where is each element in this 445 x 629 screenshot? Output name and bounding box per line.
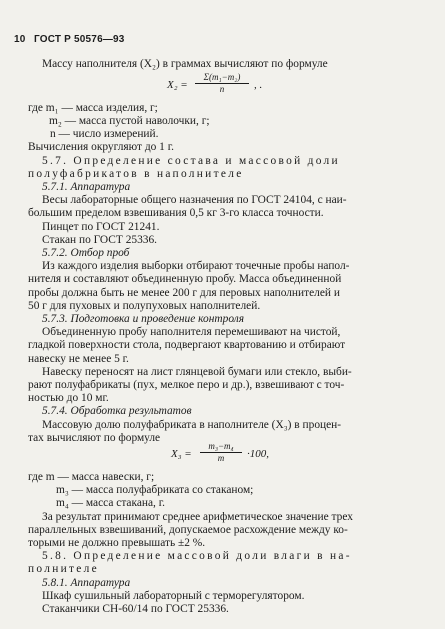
text-line: рают полуфабрикаты (пух, мелкое перо и др.), взвешивают с точ- bbox=[28, 379, 345, 391]
text-line: большим пределом взвешивания 0,5 кг 3-го класса точности. bbox=[28, 207, 324, 219]
text-line: За результат принимают среднее арифметическое значение трех bbox=[42, 511, 353, 523]
standard-header: ГОСТ Р 50576—93 bbox=[34, 34, 125, 45]
text-line: Массовую долю полуфабриката в наполнителе (X₃) в процен- bbox=[42, 419, 342, 431]
formula-1-fraction bbox=[195, 72, 249, 95]
text-line: Шкаф сушильный лабораторный с терморегулятором. bbox=[42, 590, 305, 602]
text-line: Вычисления округляют до 1 г. bbox=[28, 141, 174, 153]
text-line: нителя и составляют объединенную пробу. Масса объединенной bbox=[28, 273, 342, 285]
text-line: торыми не должно превышать ±2 %. bbox=[28, 537, 206, 549]
formula-1-denominator: n bbox=[219, 84, 225, 94]
text-line: Массу наполнителя (X₂) в граммах вычисляют по формуле bbox=[42, 58, 328, 70]
text-line: где m — масса навески, г; bbox=[28, 471, 155, 483]
text-line: Весы лабораторные общего назначения по ГОСТ 24104, с наи- bbox=[42, 194, 347, 206]
formula-2-lhs: X₃ = bbox=[171, 448, 192, 460]
text-line: где m₁ — масса изделия, г; bbox=[28, 102, 158, 114]
text-line: Из каждого изделия выборки отбирают точечные пробы напол- bbox=[42, 260, 350, 272]
text-line: m₄ — масса стакана, г. bbox=[56, 497, 165, 509]
subsection-heading: 5.7.3. Подготовка и проведение контроля bbox=[42, 313, 244, 325]
text-line: Стаканчики СН-60/14 по ГОСТ 25336. bbox=[42, 603, 229, 615]
text-line: параллельных взвешиваний, допускаемое расхождение между ко- bbox=[28, 524, 348, 536]
page-number: 10 bbox=[14, 34, 26, 45]
formula-2-numerator: m₃−m₄ bbox=[200, 441, 242, 453]
section-heading: полнителе bbox=[28, 563, 99, 575]
text-line: Пинцет по ГОСТ 21241. bbox=[42, 221, 160, 233]
text-line: m₂ — масса пустой наволочки, г; bbox=[49, 115, 210, 127]
formula-1-lhs: X₂ = bbox=[167, 79, 188, 91]
formula-2-tail: ·100, bbox=[247, 448, 269, 460]
subsection-heading: 5.7.1. Аппаратура bbox=[42, 181, 131, 193]
text-line: ностью до 10 мг. bbox=[28, 392, 109, 404]
formula-2-fraction bbox=[200, 441, 242, 464]
subsection-heading: 5.8.1. Аппаратура bbox=[42, 577, 131, 589]
text-line: Стакан по ГОСТ 25336. bbox=[42, 234, 158, 246]
section-heading: 5.8. Определение массовой доли влаги в на- bbox=[42, 550, 352, 562]
subsection-heading: 5.7.2. Отбор проб bbox=[42, 247, 130, 259]
text-line: n — число измерений. bbox=[50, 128, 159, 140]
subsection-heading: 5.7.4. Обработка результатов bbox=[42, 405, 192, 417]
text-line: пробы должна быть не менее 200 г для перовых наполнителей и bbox=[28, 287, 340, 299]
text-line: гладкой поверхности стола, подвергают квартованию и отбирают bbox=[28, 339, 346, 351]
text-line: навеску не менее 5 г. bbox=[28, 353, 129, 365]
text-line: m₃ — масса полуфабриката со стаканом; bbox=[56, 484, 254, 496]
text-line: 50 г для пуховых и полупуховых наполнителей. bbox=[28, 300, 261, 312]
text-line: тах вычисляют по формуле bbox=[28, 432, 161, 444]
formula-1-tail: , . bbox=[254, 79, 263, 91]
section-heading: 5.7. Определение состава и массовой доли bbox=[42, 155, 340, 167]
section-heading: полуфабрикатов в наполнителе bbox=[28, 168, 244, 180]
formula-2-denominator: m bbox=[217, 453, 225, 463]
formula-1-numerator: Σ(m₁−m₂) bbox=[195, 72, 249, 84]
text-line: Навеску переносят на лист глянцевой бумаги или стекло, выби- bbox=[42, 366, 352, 378]
text-line: Объединенную пробу наполнителя перемешивают на чистой, bbox=[42, 326, 341, 338]
